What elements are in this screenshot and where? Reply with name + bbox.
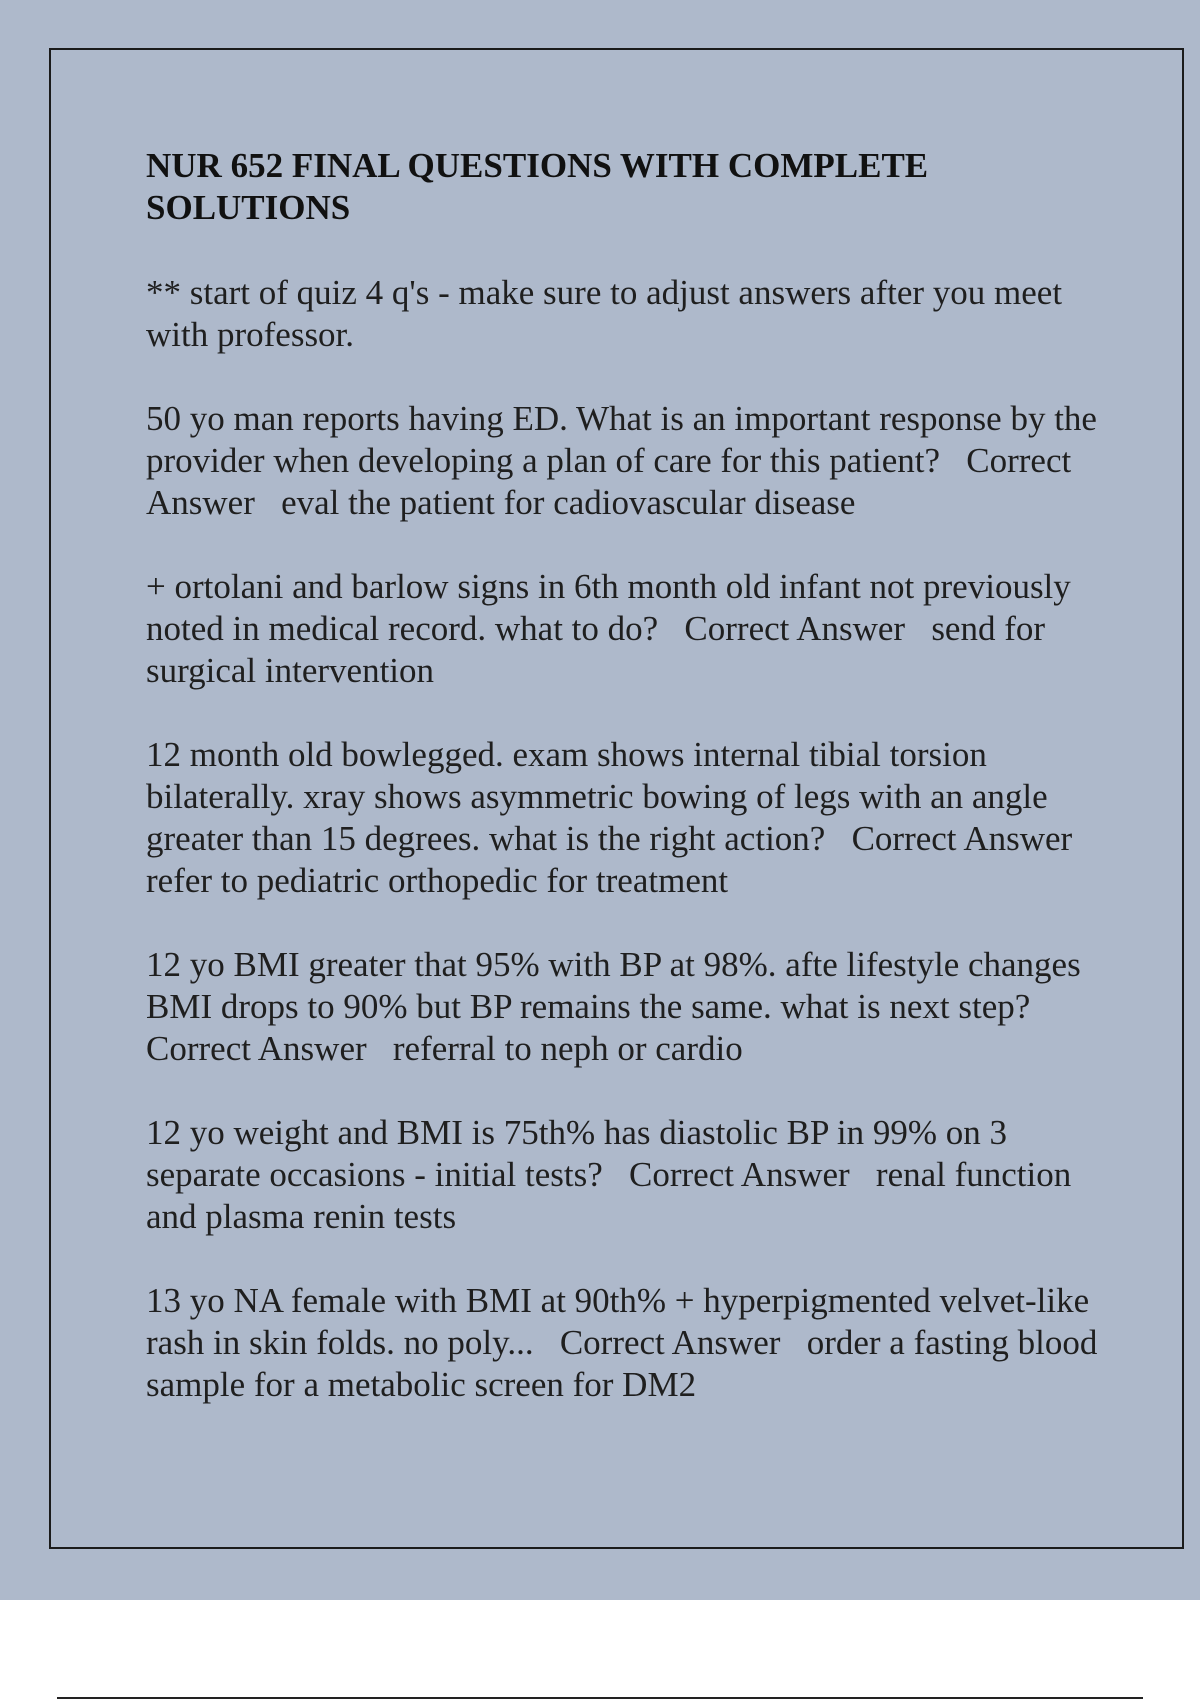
qa-item: 13 yo NA female with BMI at 90th% + hyperpigmented velvet-like rash in skin folds. no poly... Correct Answer order a fasting blood sample for a metabolic screen for DM2 (146, 1281, 1107, 1404)
qa-item: 12 yo weight and BMI is 75th% has diastolic BP in 99% on 3 separate occasions - initial tests? Correct Answer renal function and plasma renin tests (146, 1113, 1080, 1236)
document-content (146, 145, 1106, 1448)
qa-item: 12 yo BMI greater that 95% with BP at 98%. afte lifestyle changes BMI drops to 90% but BP remains the same. what is next step? Correct Answer referral to neph or cardio (146, 945, 1090, 1068)
qa-item: + ortolani and barlow signs in 6th month old infant not previously noted in medical record. what to do? Correct Answer send for surgical intervention (146, 567, 1080, 690)
qa-item: 12 month old bowlegged. exam shows internal tibial torsion bilaterally. xray shows asymmetric bowing of legs with an angle greater than 15 degrees. what is the right action? Correct Answer refer to pediatric orthopedic for treatment (146, 735, 1099, 900)
qa-item: 50 yo man reports having ED. What is an important response by the provider when developing a plan of care for this patient? Correct Answer eval the patient for cadiovascular disease (146, 399, 1106, 522)
quiz-note: ** start of quiz 4 q's - make sure to adjust answers after you meet with professor. (146, 273, 1063, 354)
footer-divider (57, 1697, 1143, 1699)
document-title: NUR 652 FINAL QUESTIONS WITH COMPLETE SOLUTIONS (146, 146, 929, 227)
